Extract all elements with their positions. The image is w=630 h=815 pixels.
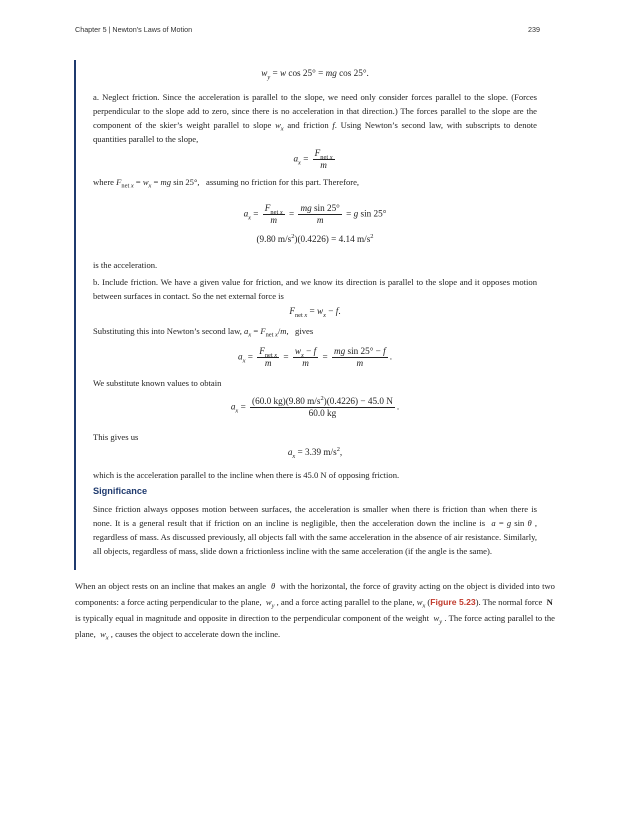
part-a-conclusion: is the acceleration. [93, 260, 158, 270]
part-b-conclusion: which is the acceleration parallel to the incline when there is 45.0 N of opposing friction. [93, 470, 400, 480]
equation-a3: (9.80 $m/s^2)(0.4226) = 4.14$ $m/s^2$ [256, 232, 374, 244]
equation-b4: $a_x = 3.39$ $m/s^2$, [287, 445, 343, 460]
equation-wy: $w_y = w$ cos 25° = mg cos 25°. [261, 68, 369, 81]
part-a-paragraph: a. Neglect friction. Since the acceleration is parallel to the slope, we need only consider forces parallel to the slope. (Forces perpendicular to the slope add to zero, since there is no acceleration in that direction.) The forces parallel to the slope are the component of the skier’s weight parallel to slope $w_x$ and friction f. Using Newton’s second law, with subscripts to denote quantities parallel to the slope, [93, 92, 537, 144]
part-b-known: We substitute known values to obtain [93, 378, 222, 388]
page-number: 239 [528, 25, 540, 34]
closing-paragraph: When an object rests on an incline that makes an angle θ with the horizontal, the force of gravity acting on the object is divided into two components: a force acting perpendicular to the plane, $w_y$ , and a force acting parallel to the plane, $w_x$ (Figure 5.23). The normal force N is typically equal in magnitude and opposite in direction to the perpendicular component of the weight $w_y$ . The force acting parallel to the plane, $w_x$ , causes the object to accelerate down the incline. [75, 581, 555, 642]
part-a-where: where $F_{net x} = w_x$ = mg sin 25°, assuming no friction for this part. Therefore, [93, 177, 360, 190]
figure-link[interactable]: Figure 5.23 [430, 597, 476, 607]
part-b-substitute: Substituting this into Newton’s second law, $a_x = F_{net x}/m$, gives [93, 326, 314, 339]
running-header: Chapter 5 | Newton's Laws of Motion [75, 25, 193, 34]
significance-paragraph: Since friction always opposes motion between surfaces, the acceleration is smaller when there is friction than when there is none. It is a general result that if friction on an incline is negligible, then the acceleration down the incline is a = g sin θ , regardless of mass. As discussed previously, all objects fall with the same acceleration in the absence of air resistance. Similarly, all objects, regardless of mass, slide down a frictionless incline with the same acceleration (if the angle is the same). [93, 504, 537, 556]
significance-heading: Significance [93, 486, 148, 496]
equation-b3: $a_x$ = $\frac{(60.0 kg)(9.80 m/s^2)(0.4226) - 45.0 N}{60.0 kg}$ . [230, 394, 400, 418]
part-b-gives: This gives us [93, 432, 139, 442]
equation-a2: $a_x$ = $\frac{F_{net x}}{m}$ = $\frac{\text{mg sin 25°}}{m}$ = g sin 25° [243, 203, 387, 225]
equation-b2: $a_x$ = $\frac{F_{net x}}{m}$ = $\frac{w_x - f}{m}$ = $\frac{\text{mg sin 25° − f}}{m}$ . [237, 346, 393, 368]
part-b-paragraph: b. Include friction. We have a given value for friction, and we know its direction is parallel to the slope and it opposes motion between surfaces in contact. So the net external force is [93, 277, 537, 301]
equation-a1: $a_x$ = $\frac{F_{net x}}{m}$ [293, 148, 333, 170]
example-sidebar-rule [74, 60, 76, 570]
equation-b1: $F_{net x} = w_x - f$. [289, 306, 341, 319]
